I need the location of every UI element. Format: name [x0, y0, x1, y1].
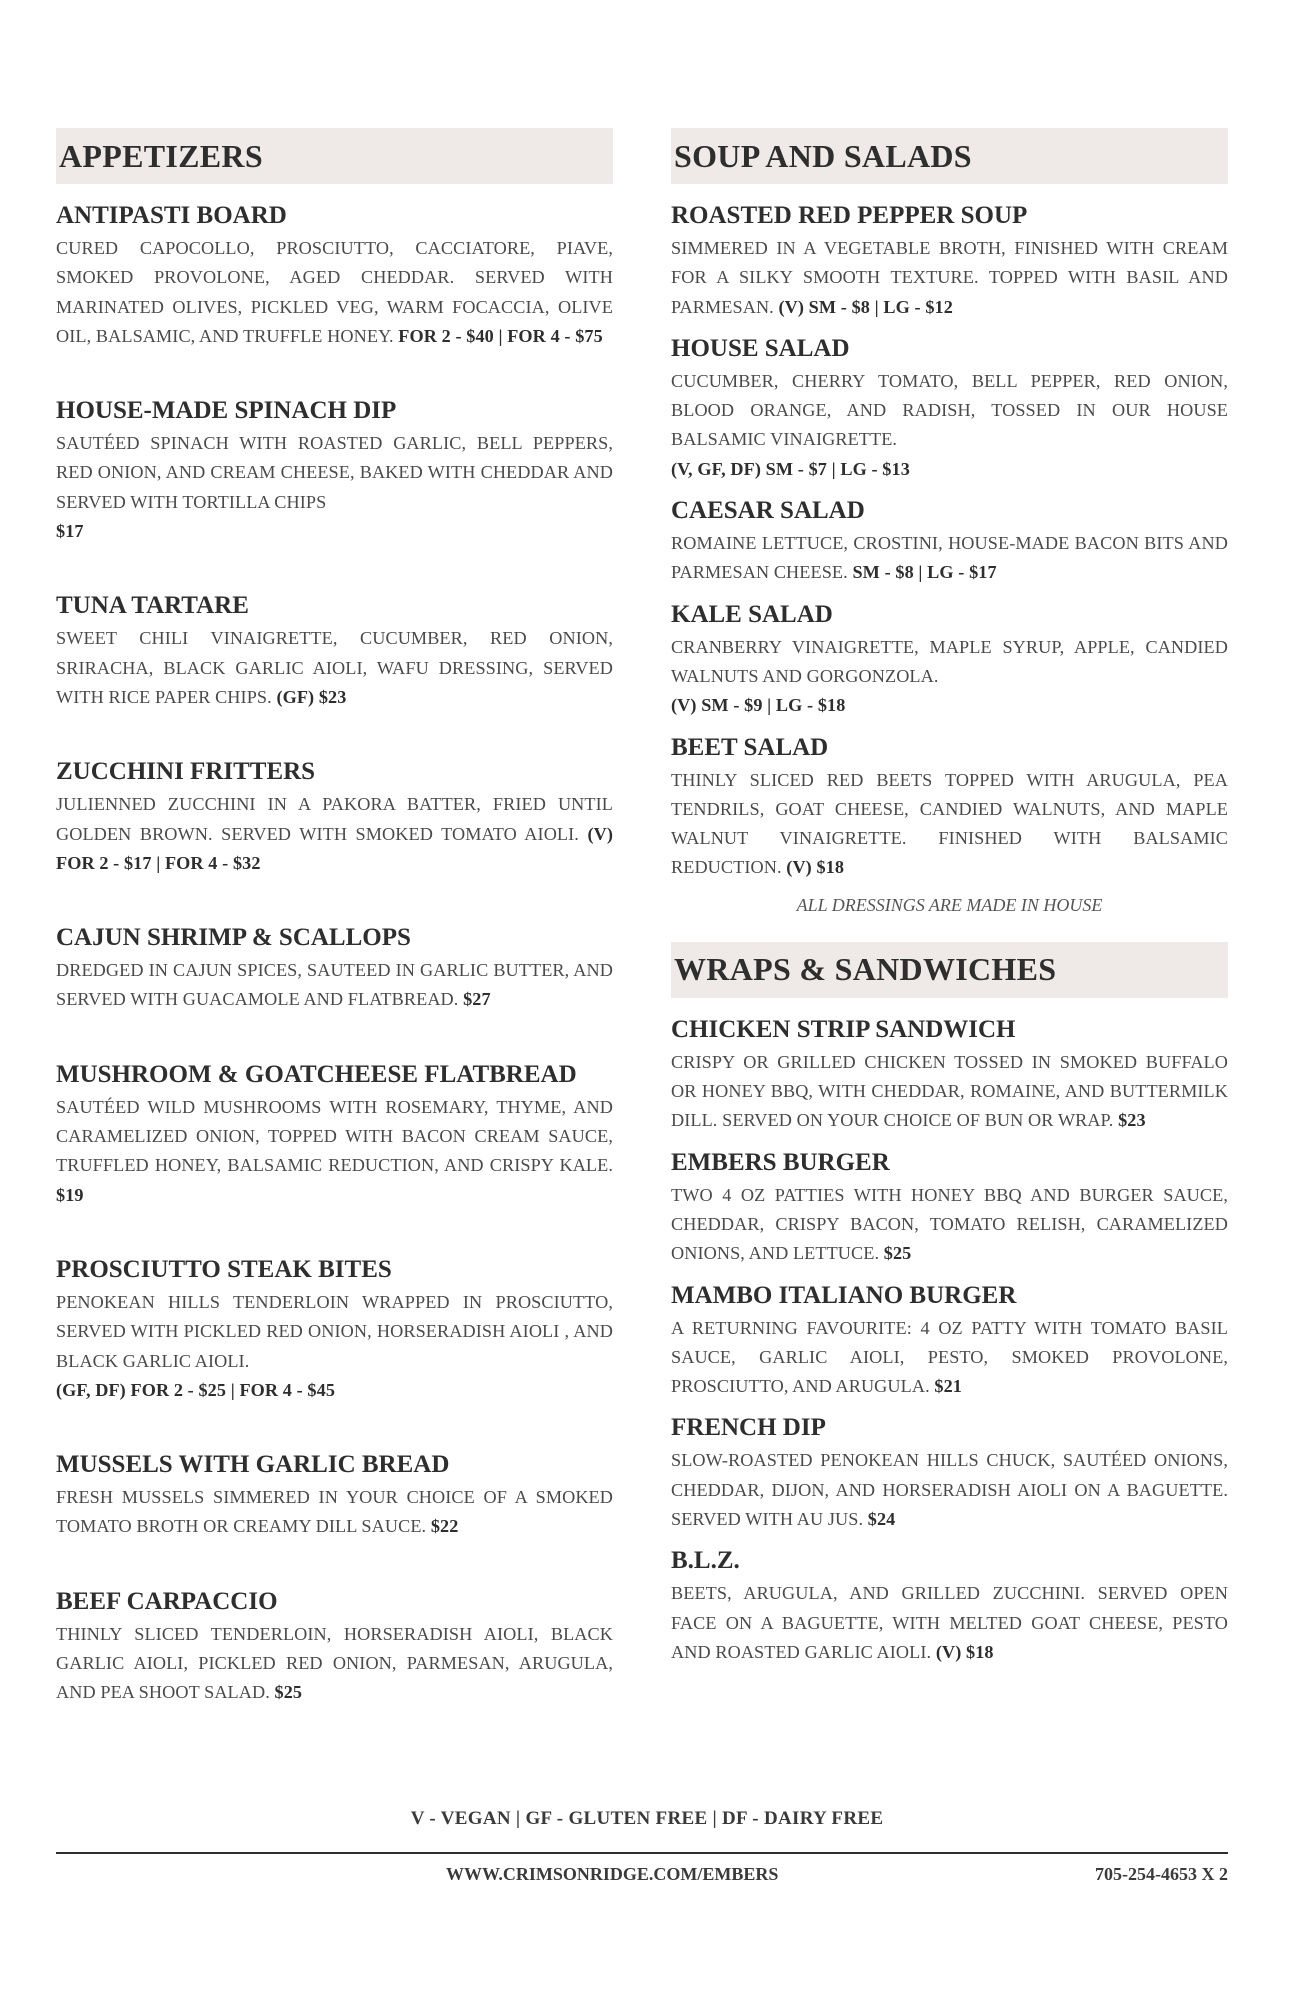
- menu-item-description: [671, 633, 1228, 721]
- menu-item-name: ANTIPASTI BOARD: [56, 202, 287, 229]
- menu-item-description: [671, 1579, 1228, 1667]
- menu-item-price: $19: [56, 1184, 84, 1205]
- menu-item: [671, 1014, 1228, 1136]
- menu-item-description: [671, 766, 1228, 883]
- appetizers-header: [56, 128, 613, 184]
- soups-list: [671, 200, 1228, 883]
- menu-item: [56, 200, 613, 351]
- menu-item: [56, 590, 613, 712]
- menu-item: [56, 756, 613, 878]
- menu-item: [56, 1586, 613, 1708]
- footer-divider: [56, 1852, 1228, 1854]
- menu-item-name: EMBERS BURGER: [671, 1148, 890, 1176]
- menu-item-name: HOUSE SALAD: [671, 334, 850, 362]
- menu-item-desc-text: ROMAINE LETTUCE, CROSTINI, HOUSE-MADE BACON BITS AND PARMESAN CHEESE.: [671, 533, 1228, 583]
- menu-item-price: (V) FOR 2 - $17 | FOR 4 - $32: [56, 823, 613, 873]
- menu-item-price: $23: [1118, 1110, 1146, 1131]
- menu-item-price: (V) $18: [786, 857, 845, 878]
- wraps-title: WRAPS & SANDWICHES: [674, 951, 1057, 988]
- menu-item-description: [56, 1620, 613, 1708]
- menu-item: [56, 1449, 613, 1542]
- menu-item-price: $21: [934, 1376, 962, 1397]
- menu-item-description: [671, 1314, 1228, 1402]
- menu-item-description: [56, 1288, 613, 1405]
- menu-item-price: (V, GF, DF) SM - $7 | LG - $13: [671, 458, 910, 479]
- menu-item: [671, 1412, 1228, 1534]
- menu-item-name: ZUCCHINI FRITTERS: [56, 758, 316, 786]
- menu-item-desc-text: SAUTÉED SPINACH WITH ROASTED GARLIC, BELL PEPPERS, RED ONION, AND CREAM CHEESE, BAKED WITH CHEDDAR AND SERVED WITH TORTILLA CHIPS: [56, 433, 613, 512]
- menu-item: [56, 395, 613, 546]
- menu-item-description: [671, 1181, 1228, 1269]
- dressings-note: ALL DRESSINGS ARE MADE IN HOUSE: [796, 894, 1103, 915]
- menu-item: [671, 495, 1228, 588]
- wraps-list: [671, 1014, 1228, 1667]
- menu-item-price: $25: [274, 1682, 303, 1703]
- menu-item-name: ROASTED RED PEPPER SOUP: [671, 202, 1028, 229]
- menu-item-description: [671, 234, 1228, 322]
- menu-item-desc-text: THINLY SLICED TENDERLOIN, HORSERADISH AIOLI, BLACK GARLIC AIOLI, PICKLED RED ONION, PARMESAN, ARUGULA, AND PEA SHOOT SALAD.: [56, 1623, 613, 1703]
- menu-item-price: $22: [430, 1516, 459, 1537]
- menu-item-price: (V) SM - $8 | LG - $12: [778, 296, 953, 317]
- menu-item-desc-text: SIMMERED IN A VEGETABLE BROTH, FINISHED WITH CREAM FOR A SILKY SMOOTH TEXTURE. TOPPED WITH BASIL AND PARMESAN.: [671, 238, 1228, 317]
- menu-item-desc-text: CRANBERRY VINAIGRETTE, MAPLE SYRUP, APPLE, CANDIED WALNUTS AND GORGONZOLA.: [671, 636, 1228, 686]
- appetizers-title: APPETIZERS: [59, 137, 263, 174]
- menu-item-name: HOUSE-MADE SPINACH DIP: [56, 397, 397, 425]
- menu-item-desc-text: FRESH MUSSELS SIMMERED IN YOUR CHOICE OF A SMOKED TOMATO BROTH OR CREAMY DILL SAUCE.: [56, 1487, 613, 1537]
- menu-item-price: $25: [883, 1243, 912, 1264]
- menu-item-description: [56, 234, 613, 351]
- menu-item-name: MUSHROOM & GOATCHEESE FLATBREAD: [56, 1060, 577, 1088]
- appetizers-list: [56, 200, 613, 1708]
- menu-item-description: [56, 790, 613, 878]
- menu-item-name: CAJUN SHRIMP & SCALLOPS: [56, 924, 411, 952]
- menu-item-name: BEET SALAD: [671, 733, 829, 761]
- menu-item-price: (GF, DF) FOR 2 - $25 | FOR 4 - $45: [56, 1379, 336, 1400]
- menu-item-name: CHICKEN STRIP SANDWICH: [671, 1015, 1016, 1043]
- menu-item-desc-text: THINLY SLICED RED BEETS TOPPED WITH ARUGULA, PEA TENDRILS, GOAT CHEESE, CANDIED WALNUTS, AND MAPLE WALNUT VINAIGRETTE. FINISHED WITH BALSAMIC REDUCTION.: [671, 769, 1228, 878]
- menu-item-desc-text: JULIENNED ZUCCHINI IN A PAKORA BATTER, FRIED UNTIL GOLDEN BROWN. SERVED WITH SMOKED TOMATO AIOLI.: [56, 794, 613, 844]
- menu-item-name: KALE SALAD: [671, 600, 833, 628]
- menu-item: [671, 732, 1228, 883]
- menu-item-desc-text: CRISPY OR GRILLED CHICKEN TOSSED IN SMOKED BUFFALO OR HONEY BBQ, WITH CHEDDAR, ROMAINE, AND BUTTERMILK DILL. SERVED ON YOUR CHOICE OF BUN OR WRAP.: [671, 1051, 1228, 1131]
- menu-item-desc-text: TWO 4 OZ PATTIES WITH HONEY BBQ AND BURGER SAUCE, CHEDDAR, CRISPY BACON, TOMATO RELISH, CARAMELIZED ONIONS, AND LETTUCE.: [671, 1184, 1228, 1264]
- menu-item: [56, 1254, 613, 1405]
- menu-item-price: (GF) $23: [276, 686, 347, 707]
- wraps-header: [671, 942, 1228, 998]
- menu-item: [56, 922, 613, 1015]
- menu-item-price: SM - $8 | LG - $17: [852, 562, 997, 583]
- menu-item-price: FOR 2 - $40 | FOR 4 - $75: [398, 325, 603, 346]
- menu-item-desc-text: DREDGED IN CAJUN SPICES, SAUTEED IN GARLIC BUTTER, AND SERVED WITH GUACAMOLE AND FLATBREAD.: [56, 960, 613, 1010]
- menu-item-desc-text: CURED CAPOCOLLO, PROSCIUTTO, CACCIATORE, PIAVE, SMOKED PROVOLONE, AGED CHEDDAR. SERVED WITH MARINATED OLIVES, PICKLED VEG, WARM FOCACCIA, OLIVE OIL, BALSAMIC, AND TRUFFLE HONEY.: [56, 238, 613, 346]
- menu-item-description: [56, 956, 613, 1015]
- menu-item: [671, 1545, 1228, 1667]
- menu-item-description: [56, 1093, 613, 1210]
- menu-item-name: B.L.Z.: [671, 1547, 740, 1575]
- menu-item-price: $24: [867, 1509, 896, 1530]
- menu-item-desc-text: SLOW-ROASTED PENOKEAN HILLS CHUCK, SAUTÉED ONIONS, CHEDDAR, DIJON, AND HORSERADISH AIOLI ON A BAGUETTE. SERVED WITH AU JUS.: [671, 1450, 1228, 1530]
- menu-item-name: PROSCIUTTO STEAK BITES: [56, 1255, 392, 1283]
- menu-item-description: [56, 1483, 613, 1542]
- menu-item-description: [671, 1048, 1228, 1136]
- menu-item-price: $27: [463, 989, 491, 1010]
- menu-item-description: [671, 1446, 1228, 1534]
- menu-item-name: MUSSELS WITH GARLIC BREAD: [56, 1451, 450, 1479]
- menu-item-description: [56, 624, 613, 712]
- menu-item-description: [671, 367, 1228, 484]
- diet-legend: V - VEGAN | GF - GLUTEN FREE | DF - DAIRY FREE: [410, 1808, 884, 1829]
- menu-item-desc-text: A RETURNING FAVOURITE: 4 OZ PATTY WITH TOMATO BASIL SAUCE, GARLIC AIOLI, PESTO, SMOKED PROVOLONE, PROSCIUTTO, AND ARUGULA.: [671, 1317, 1228, 1397]
- website-url: WWW.CRIMSONRIDGE.COM/EMBERS: [446, 1864, 779, 1884]
- menu-item-desc-text: PENOKEAN HILLS TENDERLOIN WRAPPED IN PROSCIUTTO, SERVED WITH PICKLED RED ONION, HORSERADISH AIOLI , AND BLACK GARLIC AIOLI.: [56, 1291, 613, 1371]
- phone-number: 705-254-4653 X 2: [1095, 1864, 1228, 1884]
- menu-item: [671, 200, 1228, 322]
- menu-item-price: $17: [56, 521, 84, 542]
- menu-item-price: (V) $18: [935, 1641, 994, 1662]
- menu-item-desc-text: BEETS, ARUGULA, AND GRILLED ZUCCHINI. SERVED OPEN FACE ON A BAGUETTE, WITH MELTED GOAT CHEESE, PESTO AND ROASTED GARLIC AIOLI.: [671, 1583, 1228, 1662]
- menu-item-desc-text: SWEET CHILI VINAIGRETTE, CUCUMBER, RED ONION, SRIRACHA, BLACK GARLIC AIOLI, WAFU DRESSING, SERVED WITH RICE PAPER CHIPS.: [56, 628, 613, 707]
- left-column: [56, 128, 613, 1752]
- right-column: [671, 128, 1228, 1678]
- soups-header: [671, 128, 1228, 184]
- menu-item-name: TUNA TARTARE: [56, 592, 249, 620]
- menu-item: [671, 333, 1228, 484]
- menu-item-price: (V) SM - $9 | LG - $18: [671, 695, 846, 716]
- menu-item: [671, 1280, 1228, 1402]
- menu-item-name: CAESAR SALAD: [671, 497, 865, 525]
- menu-item-description: [671, 529, 1228, 588]
- menu-item: [671, 1147, 1228, 1269]
- soups-title: SOUP AND SALADS: [674, 137, 972, 174]
- menu-item-description: [56, 429, 613, 546]
- menu-item-name: MAMBO ITALIANO BURGER: [671, 1281, 1017, 1309]
- menu-item-name: FRENCH DIP: [671, 1414, 826, 1442]
- menu-item: [671, 599, 1228, 721]
- menu-item-desc-text: CUCUMBER, CHERRY TOMATO, BELL PEPPER, RED ONION, BLOOD ORANGE, AND RADISH, TOSSED IN OUR HOUSE BALSAMIC VINAIGRETTE.: [671, 370, 1228, 450]
- menu-item: [56, 1059, 613, 1210]
- menu-item-desc-text: SAUTÉED WILD MUSHROOMS WITH ROSEMARY, THYME, AND CARAMELIZED ONION, TOPPED WITH BACON CREAM SAUCE, TRUFFLED HONEY, BALSAMIC REDUCTION, AND CRISPY KALE.: [56, 1096, 613, 1176]
- menu-item-name: BEEF CARPACCIO: [56, 1587, 278, 1615]
